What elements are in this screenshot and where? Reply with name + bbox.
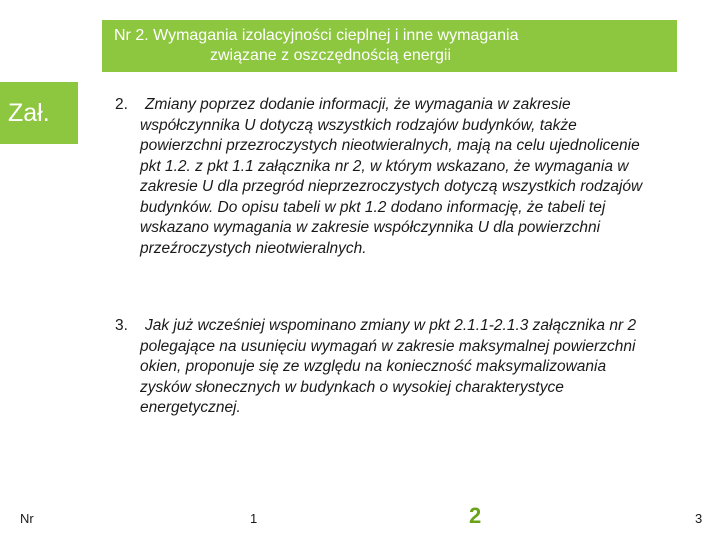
side-tab-label: Zał. <box>8 99 50 127</box>
footer-page-2-current[interactable]: 2 <box>469 503 482 528</box>
header-banner <box>102 20 677 72</box>
header-title-line2: związane z oszczędnością energii <box>210 47 452 64</box>
list-item-text: Jak już wcześniej wspominano zmiany w pkt 2.1.1-2.1.3 załącznika nr 2 polegające na usunięciu wymagań w zakresie maksymalnej powierzchni okien, proponuje się ze względu na konieczność maksymalizowania zysków słonecznych w budynkach o wysokiej charakterystyce energetycznej. <box>140 317 637 416</box>
list-item <box>115 316 655 419</box>
footer-page-3[interactable]: 3 <box>695 511 703 526</box>
footer-page-1[interactable]: 1 <box>250 511 258 526</box>
list-item-number: 3. <box>115 317 128 334</box>
footer-left-text: Nr <box>20 511 34 526</box>
list-item-number: 2. <box>115 96 128 113</box>
side-tab <box>0 82 78 144</box>
list-item-text: Zmiany poprzez dodanie informacji, że wymagania w zakresie współczynnika U dotyczą wszystkich rodzajów budynków, także powierzchni przezroczystych nieotwieralnych, mają na celu ujednolicenie pkt 1.2. z pkt 1.1 załącznika nr 2, w którym wskazano, że wymagania w zakresie U dla przegród nieprzezroczystych dotyczą wszystkich rodzajów budynków. Do opisu tabeli w pkt 1.2 dodano informację, że tabeli tej wskazano wymagania w zakresie współczynnika U dla powierzchni przeźroczystych nieotwieralnych. <box>140 96 643 257</box>
header-title-line1: Nr 2. Wymagania izolacyjności cieplnej i inne wymagania <box>114 27 519 44</box>
list-item <box>115 95 655 259</box>
